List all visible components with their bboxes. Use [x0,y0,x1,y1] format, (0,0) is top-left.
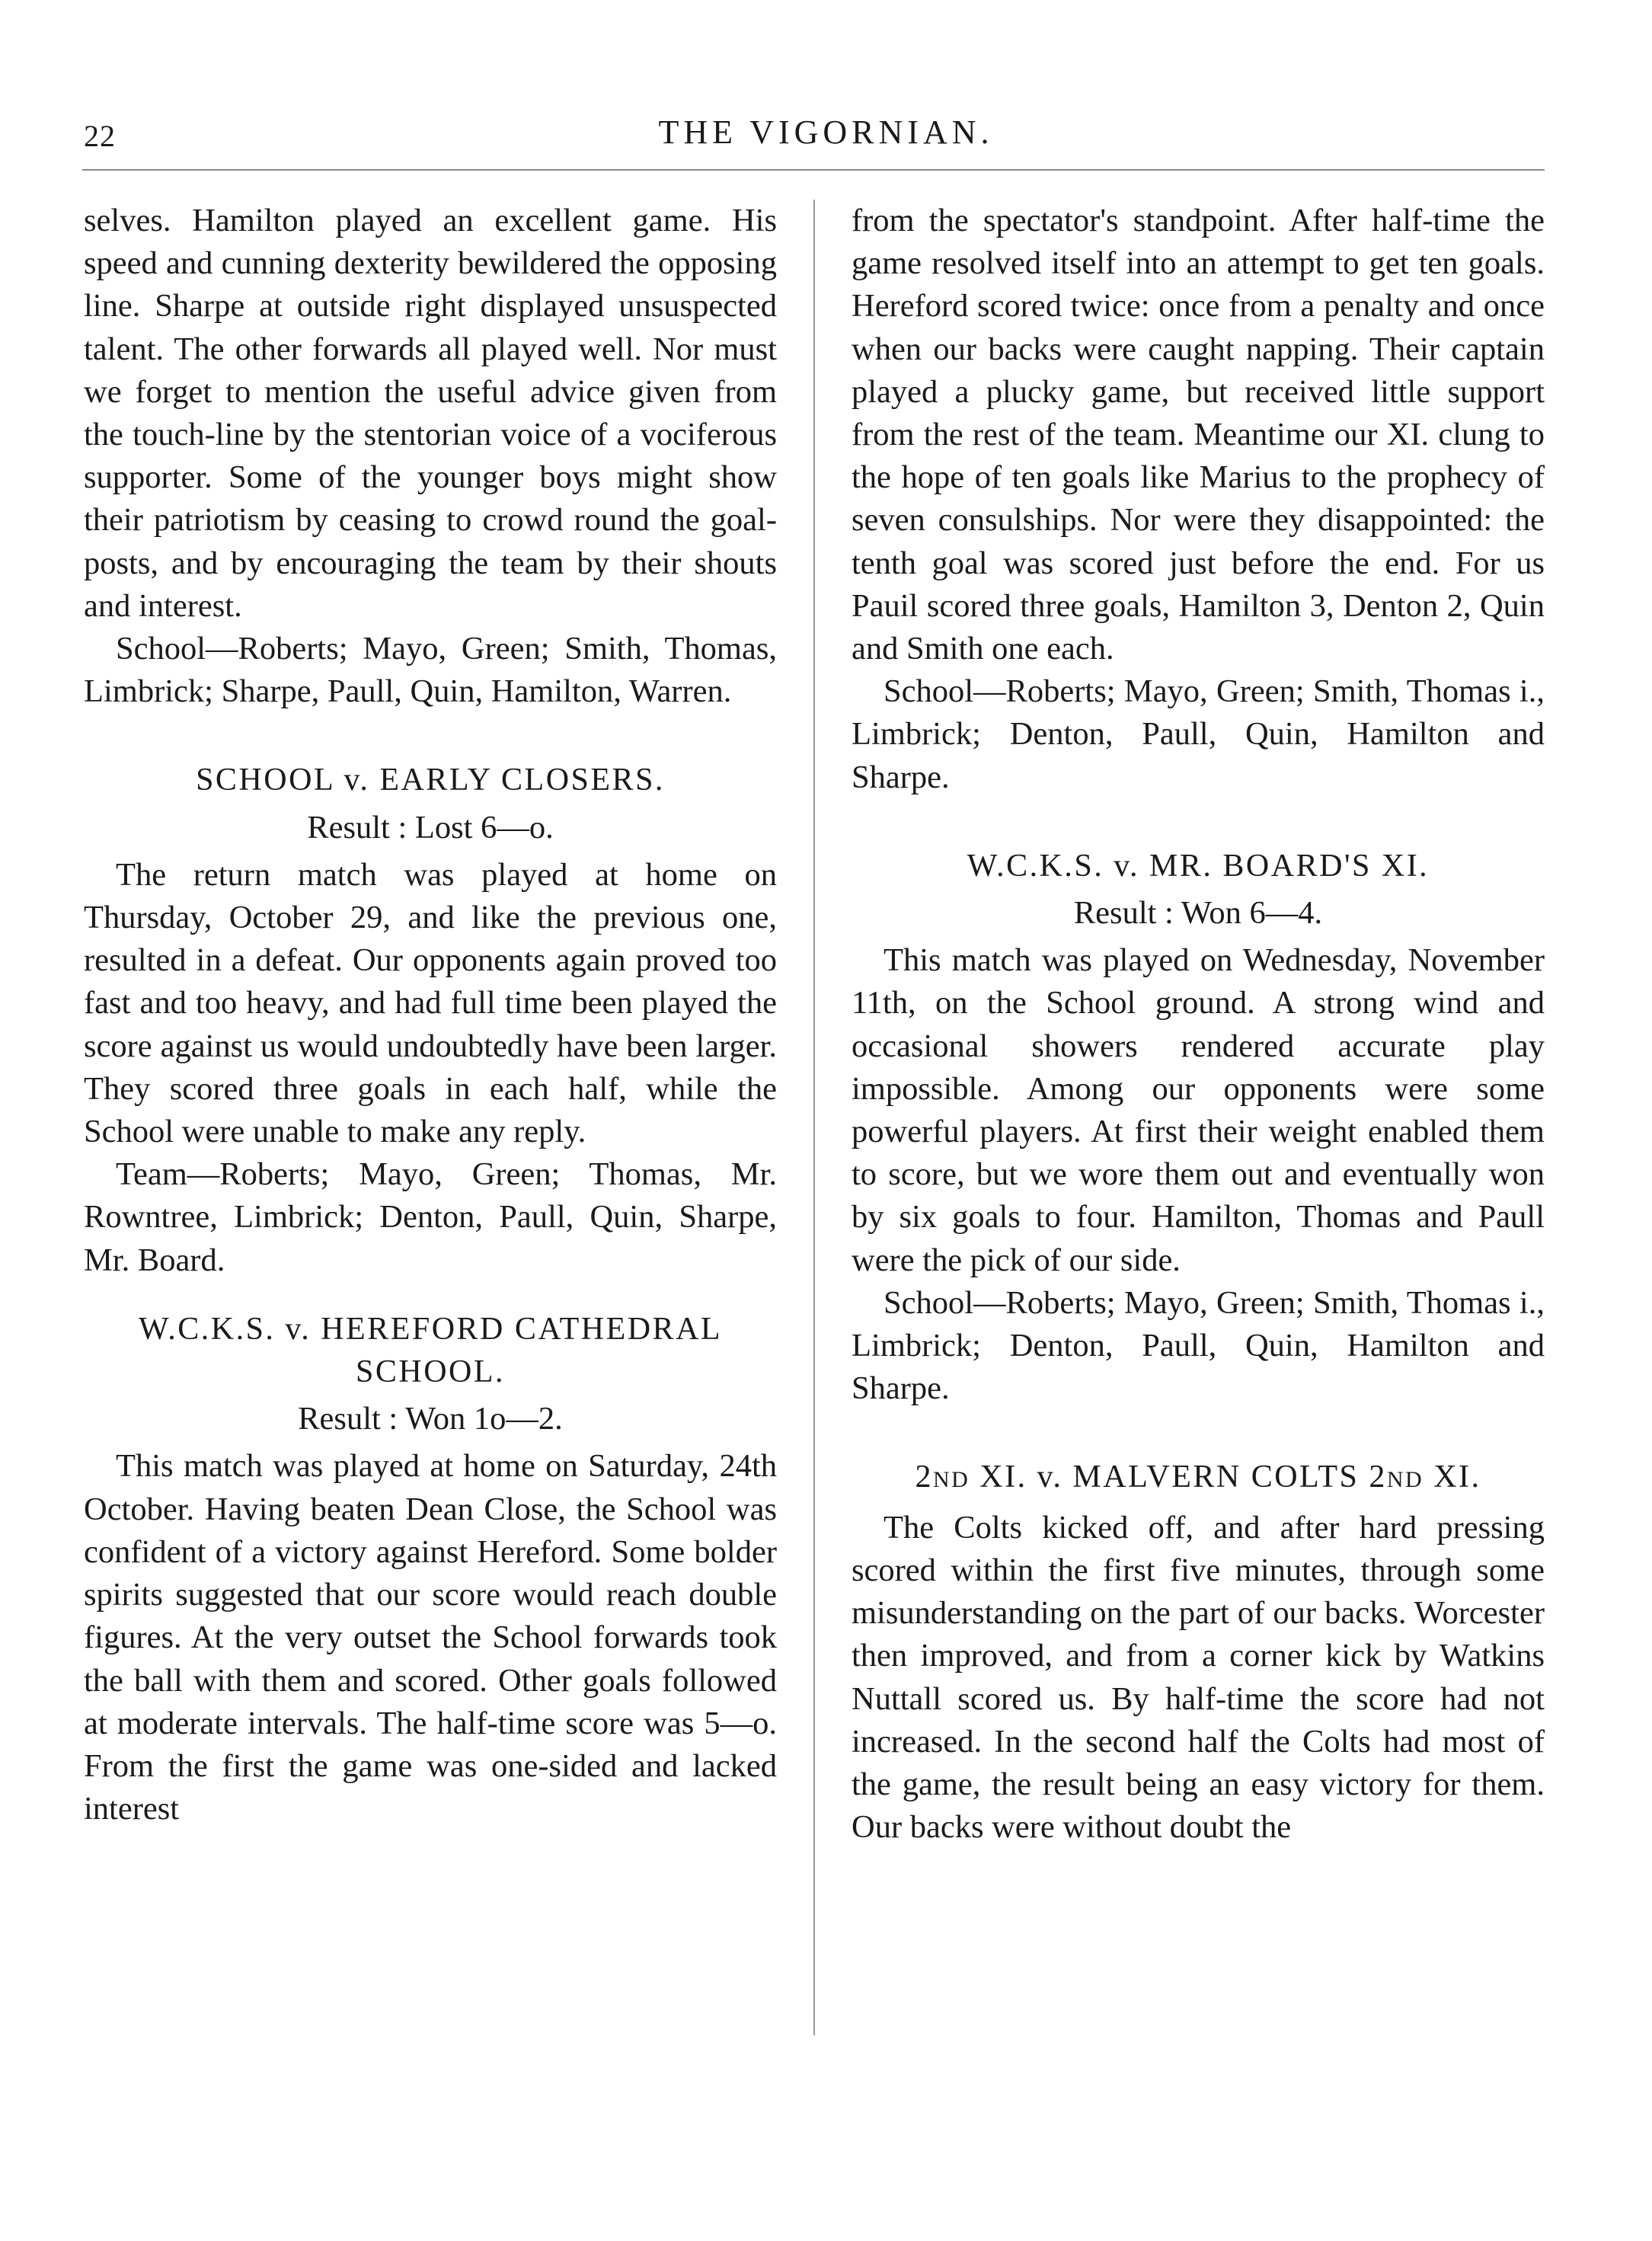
running-title: THE VIGORNIAN. [658,113,994,151]
early-closers-result: Result : Lost 6—o. [307,809,554,846]
heading-end-text: XI. [1424,1459,1481,1495]
hereford-result: Result : Won 1o—2. [298,1401,563,1437]
early-closers-report: The return match was played at home on Thursday, October 29, and like the previous one, resulted in a defeat. Our opponents again proved too fast and too heavy, and had full time been played the score against us would undoubtedly have been larger. They scored three goals in each half, while the School were unable to make any reply. [84,856,777,1150]
continuation-team-list: School—Roberts; Mayo, Green; Smith, Thomas, Limbrick; Sharpe, Paull, Quin, Hamilton, Warren. [84,631,777,710]
hereford-report-continued: from the spectator's standpoint. After half-time the game resolved itself into an attempt to get ten goals. Hereford scored twice: once from a penalty and once when our backs were caught napping. Their captain played a plucky game, but received little support from the rest of the team. Meantime our XI. clung to the hope of ten goals like Marius to the prophecy of seven consulships. Nor were they disappointed: the tenth goal was scored just before the end. For us Pauil scored three goals, Hamilton 3, Denton 2, Quin and Smith one each. [852,203,1545,667]
column-rule [813,200,815,2035]
malvern-colts-report: The Colts kicked off, and after hard pressing scored within the first five minutes, through some misunderstanding on the part of our backs. Worcester then improved, and from a corner kick by Watkins Nuttall scored us. By half-time the score had not increased. In the second half the Colts had most of the game, the result being an easy victory for them. Our backs were without doubt the [852,1509,1545,1846]
page-number: 22 [84,119,116,153]
continuation-paragraph: selves. Hamilton played an excellent game. His speed and cunning dexterity bewildered the opposing line. Sharpe at outside right displayed unsuspected talent. The other forwards all played well. Nor must we forget to mention the useful advice given from the touch-line by the stentorian voice of a vociferous supporter. Some of the younger boys might show their patriotism by ceasing to crowd round the goal-posts, and by encouraging the team by their shouts and interest. [84,203,777,624]
hereford-heading: W.C.K.S. v. HEREFORD CATHEDRAL SCHOOL. [138,1311,723,1390]
mr-board-report: This match was played on Wednesday, November 11th, on the School ground. A strong wind and occasional showers rendered accurate play impossible. Among our opponents were some powerful players. At first their weight enabled them to score, but we wore them out and eventually won by six goals to four. Hamilton, Thomas and Paull were the pick of our side. [852,942,1545,1278]
malvern-colts-heading [852,1456,1545,1501]
heading-ordinal-number: 2 [915,1459,933,1495]
early-closers-heading: SCHOOL v. EARLY CLOSERS. [196,762,665,798]
early-closers-team-list: Team—Roberts; Mayo, Green; Thomas, Mr. Rowntree, Limbrick; Denton, Paull, Quin, Sharpe, Mr. Board. [84,1156,777,1278]
hereford-report: This match was played at home on Saturday, 24th October. Having beaten Dean Close, the School was confident of a victory against Hereford. Some bolder spirits suggested that our score would reach double figures. At the very outset the School forwards took the ball with them and scored. Other goals followed at moderate intervals. The half-time score was 5—o. From the first the game was one-sided and lacked interest [84,1448,777,1827]
heading-ordinal-number-2: 2 [1369,1459,1387,1495]
heading-ordinal-suffix-2: ND [1386,1467,1424,1493]
heading-middle-text: XI. v. MALVERN COLTS [970,1459,1369,1495]
heading-ordinal-suffix: ND [932,1467,970,1493]
mr-board-heading: W.C.K.S. v. MR. BOARD'S XI. [967,848,1430,884]
mr-board-result: Result : Won 6—4. [1073,895,1323,932]
header-rule [82,169,1545,171]
hereford-team-list: School—Roberts; Mayo, Green; Smith, Thomas i., Limbrick; Denton, Paull, Quin, Hamilton and Sharpe. [852,673,1545,795]
left-column [84,200,777,1830]
right-column [852,200,1545,1849]
mr-board-team-list: School—Roberts; Mayo, Green; Smith, Thomas i., Limbrick; Denton, Paull, Quin, Hamilton and Sharpe. [852,1284,1545,1407]
